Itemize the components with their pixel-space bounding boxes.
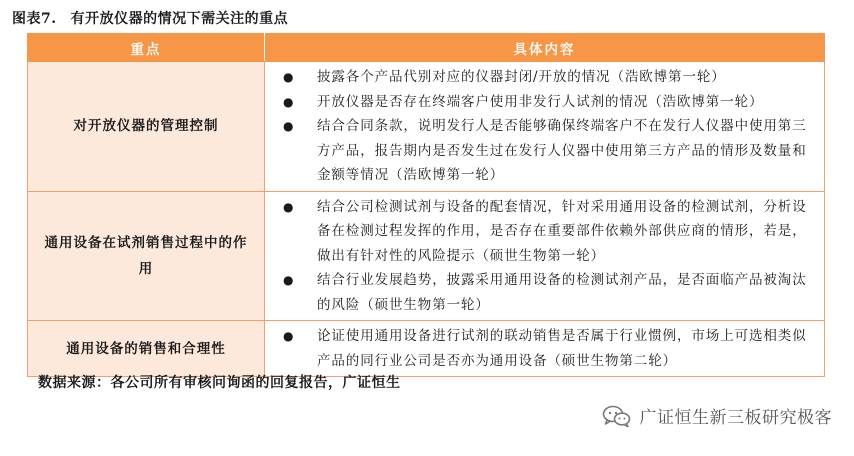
row-content-cell bbox=[265, 62, 825, 192]
table-row bbox=[28, 321, 825, 377]
bullet-icon: ● bbox=[283, 273, 295, 287]
wechat-icon bbox=[602, 404, 632, 428]
list-item bbox=[283, 65, 810, 90]
row-key-cell: 对开放仪器的管理控制 bbox=[28, 62, 265, 192]
watermark bbox=[602, 403, 833, 428]
table-row bbox=[28, 191, 825, 321]
figure-number: 图表7. bbox=[12, 11, 57, 27]
row-content-cell bbox=[265, 191, 825, 321]
list-item-text: 结合公司检测试剂与设备的配套情况，针对采用通用设备的检测试剂，分析设备在检测过程发挥的作用，是否存在重要部件依赖外部供应商的情形，若是，做出有针对性的风险提示（硕世生物第一轮） bbox=[317, 198, 807, 264]
list-item bbox=[283, 195, 810, 269]
header-content: 具体内容 bbox=[265, 34, 825, 62]
bullet-icon: ● bbox=[283, 329, 295, 343]
row-key-cell: 通用设备的销售和合理性 bbox=[28, 321, 265, 377]
list-item bbox=[283, 114, 810, 188]
header-key: 重点 bbox=[28, 34, 265, 62]
figure-title bbox=[12, 8, 288, 28]
list-item-text: 论证使用通用设备进行试剂的联动销售是否属于行业惯例，市场上可选相类似产品的同行业公司是否亦为通用设备（硕世生物第二轮） bbox=[317, 328, 807, 369]
bullet-list bbox=[283, 65, 810, 188]
list-item-text: 披露各个产品代别对应的仪器封闭/开放的情况（浩欧博第一轮） bbox=[317, 69, 726, 85]
bullet-icon: ● bbox=[283, 199, 295, 214]
row-content-cell bbox=[265, 321, 825, 377]
bullet-list bbox=[283, 324, 810, 373]
list-item-text: 结合行业发展趋势，披露采用通用设备的检测试剂产品，是否面临产品被淘汰的风险（硕世生物第一轮） bbox=[317, 272, 807, 313]
list-item-text: 结合合同条款，说明发行人是否能够确保终端客户不在发行人仪器中使用第三方产品，报告期内是否发生过在发行人仪器中使用第三方产品的情形及数量和金额等情况（浩欧博第一轮） bbox=[317, 118, 807, 183]
watermark-text: 广证恒生新三板研究极客 bbox=[639, 408, 832, 428]
table-row bbox=[28, 62, 825, 192]
figure-caption: 有开放仪器的情况下需关注的重点 bbox=[70, 11, 289, 27]
bullet-icon: ● bbox=[283, 70, 295, 84]
data-source-note: 数据来源：各公司所有审核问询函的回复报告，广证恒生 bbox=[38, 375, 401, 391]
list-item bbox=[283, 268, 810, 317]
list-item bbox=[283, 324, 810, 373]
bullet-list bbox=[283, 195, 810, 318]
list-item bbox=[283, 90, 810, 115]
bullet-icon: ● bbox=[283, 119, 295, 133]
bullet-icon: ● bbox=[283, 94, 295, 109]
list-item-text: 开放仪器是否存在终端客户使用非发行人试剂的情况（浩欧博第一轮） bbox=[317, 93, 764, 110]
row-key-cell: 通用设备在试剂销售过程中的作用 bbox=[28, 191, 265, 321]
focus-table bbox=[27, 33, 825, 377]
table-header-row bbox=[28, 34, 825, 62]
